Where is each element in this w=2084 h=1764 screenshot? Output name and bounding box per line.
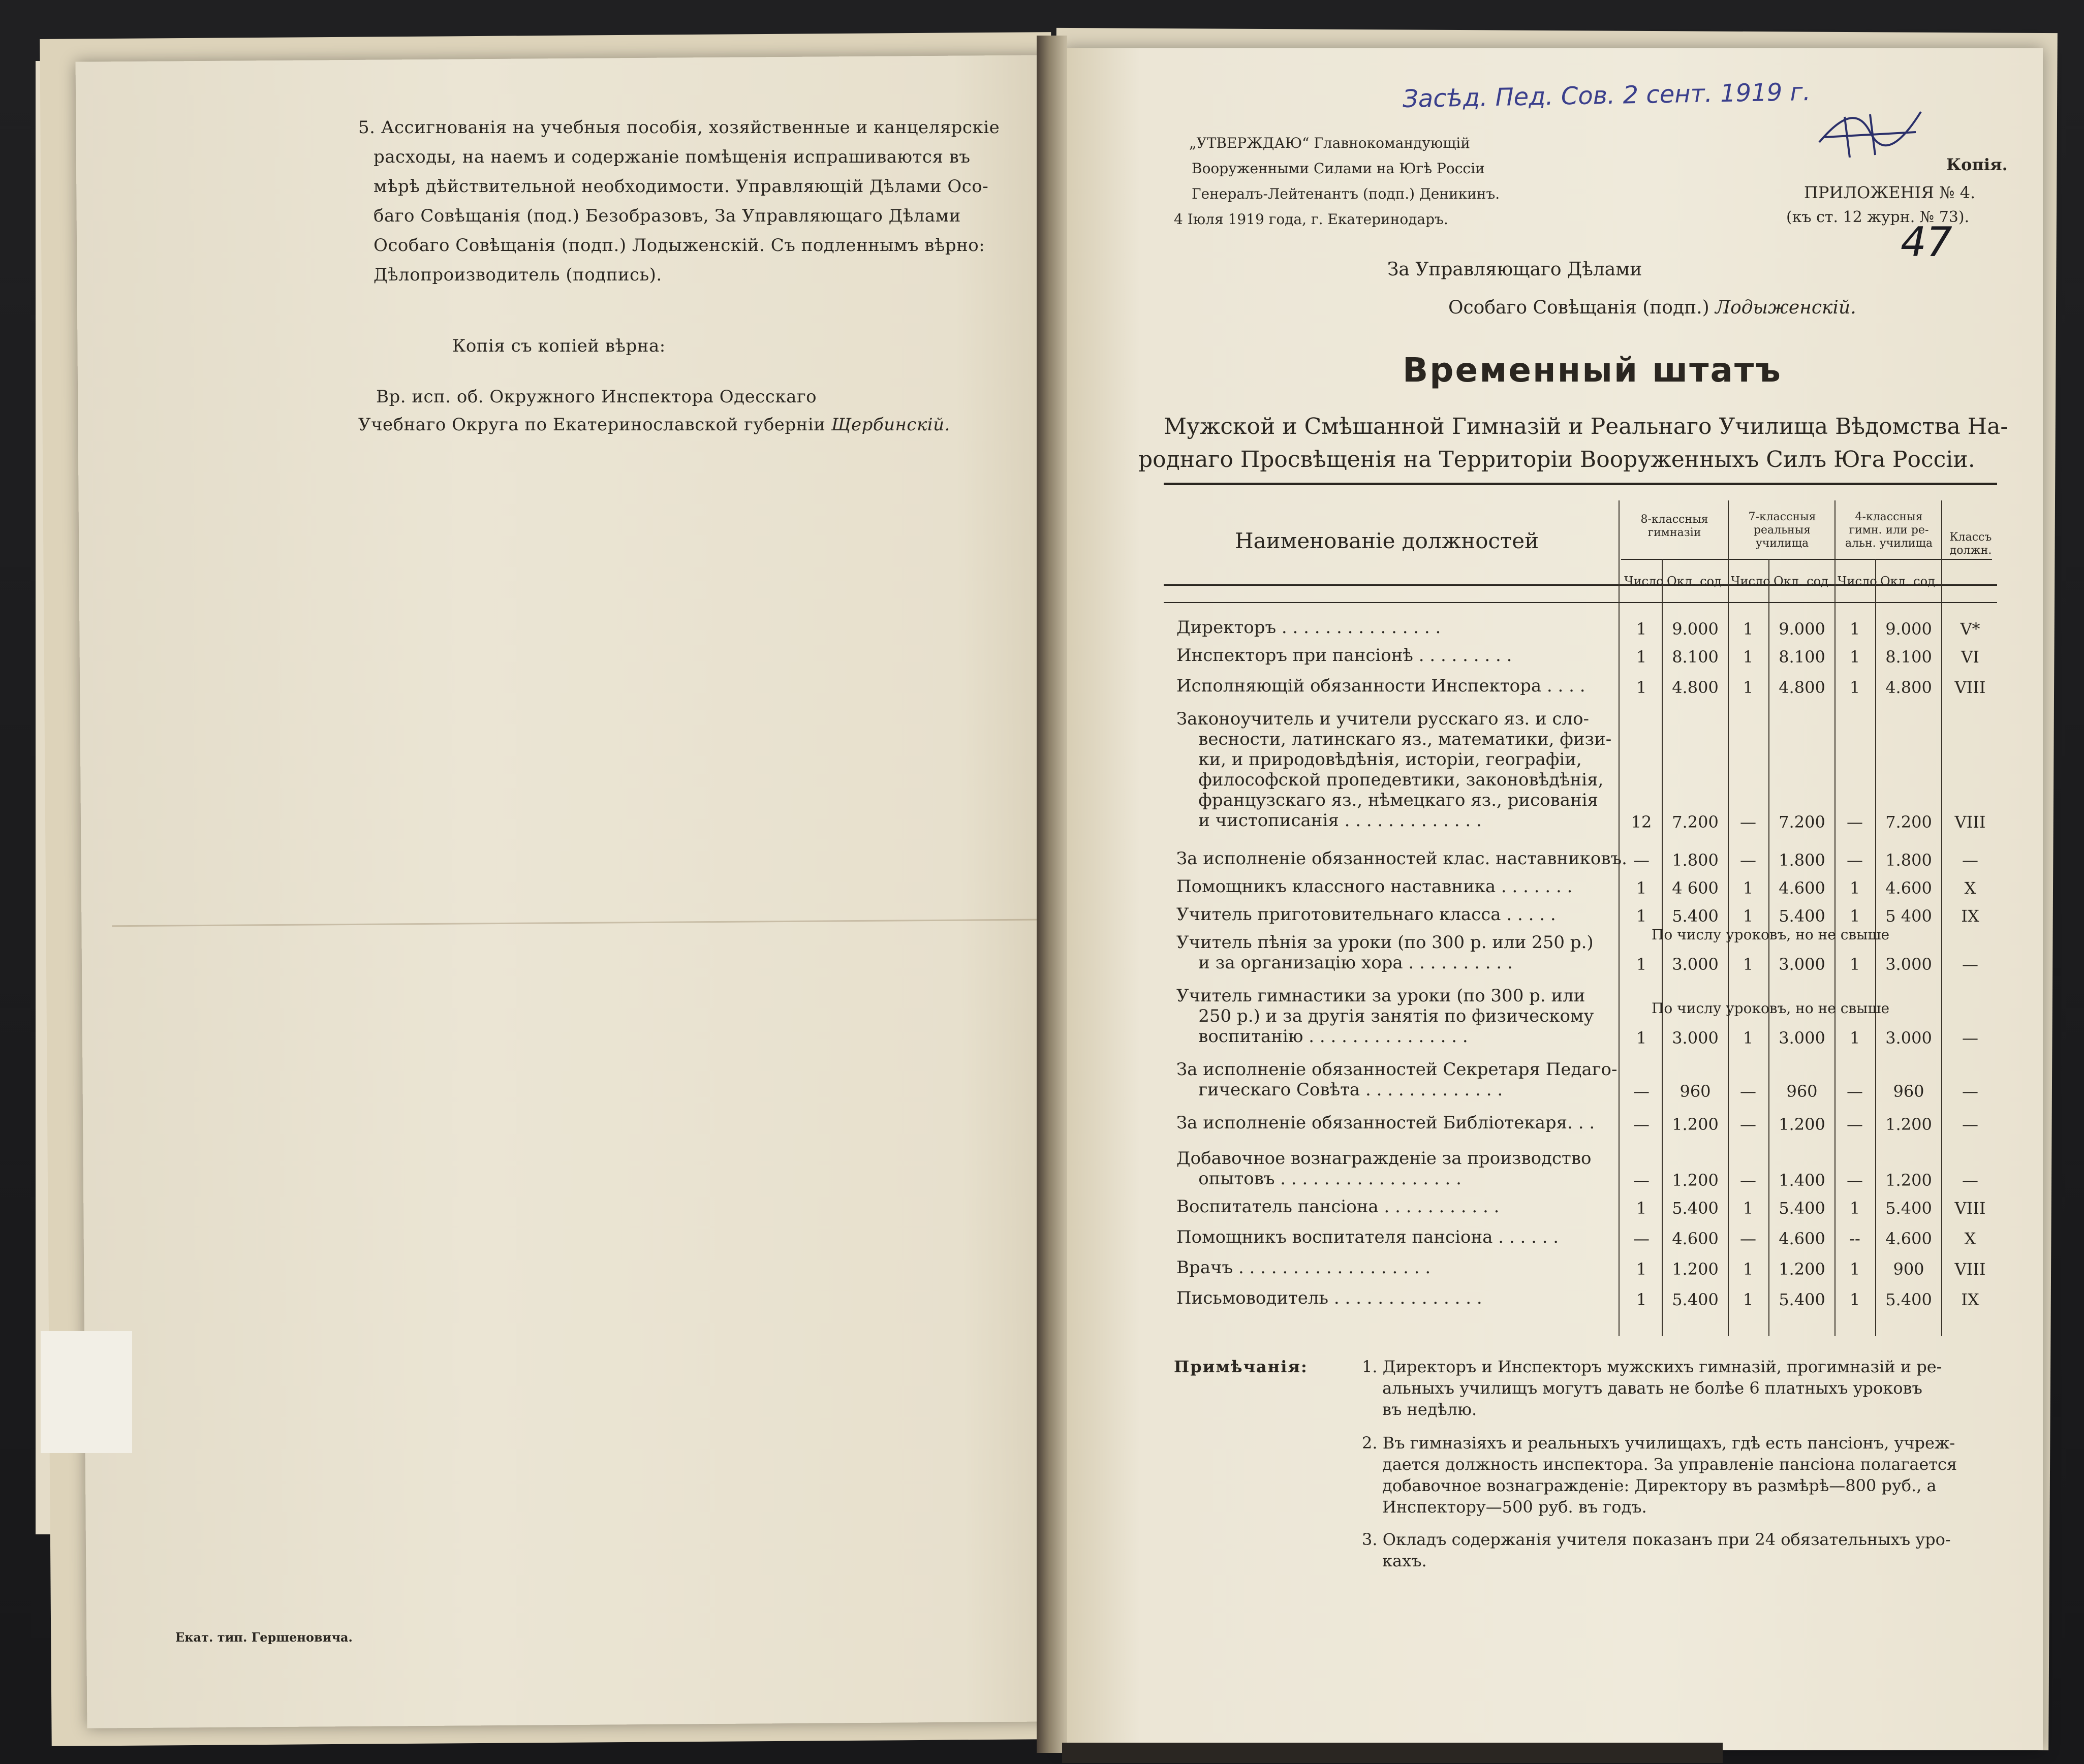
paragraph-line: 5. Ассигнованія на учебныя пособія, хозяйственные и канцелярскіе: [358, 117, 1000, 138]
table-cell: 1: [1743, 619, 1754, 639]
table-cell: 8.100: [1779, 647, 1825, 667]
table-cell: VI: [1961, 647, 1979, 667]
table-cell: 3.000: [1779, 955, 1825, 974]
approval-line: Вооруженными Силами на Югѣ Россіи: [1192, 160, 1485, 177]
table-cell: 960: [1786, 1082, 1818, 1101]
table-cell: V*: [1960, 619, 1980, 639]
vline-2: [1662, 559, 1663, 1336]
table-cell: —: [1847, 850, 1863, 870]
book-gutter: [1037, 36, 1067, 1753]
approval-line: 4 Іюля 1919 года, г. Екатеринодаръ.: [1174, 211, 1448, 228]
subheader-count: Число: [1838, 574, 1877, 588]
row-label: Законоучитель и учители русскаго яз. и сло-: [1176, 709, 1590, 729]
subtitle-line-2: роднаго Просвѣщенія на Территоріи Вооруженныхъ Силъ Юга Россіи.: [1138, 447, 1975, 472]
table-cell: 3.000: [1885, 955, 1932, 974]
table-cell: 5.400: [1779, 906, 1825, 926]
signature-line-2: Учебнаго Округа по Екатеринославской губерніи Щербинскій.: [358, 415, 950, 435]
table-cell: 1.800: [1779, 850, 1825, 870]
table-cell: 5.400: [1779, 1199, 1825, 1218]
row-label: ки, и природовѣдѣнія, исторіи, географіи,: [1176, 749, 1582, 770]
table-cell: 1: [1636, 1290, 1647, 1309]
printer-imprint: Екат. тип. Гершеновича.: [175, 1630, 353, 1645]
table-cell: 7.200: [1885, 812, 1932, 832]
table-cell: 1: [1849, 1259, 1860, 1279]
subheader-salary: Окл. сод.: [1667, 574, 1726, 588]
table-cell: 1.400: [1779, 1171, 1825, 1190]
table-cell: —: [1962, 1115, 1978, 1134]
table-cell: VIII: [1954, 678, 1986, 697]
table-cell: 4.600: [1885, 1229, 1932, 1248]
note-line: Инспектору—500 руб. въ годъ.: [1382, 1497, 1647, 1517]
bottom-shadow: [1062, 1743, 1723, 1763]
appendix-label: ПРИЛОЖЕНІЯ № 4.: [1804, 183, 1976, 202]
table-cell: 5.400: [1672, 1290, 1719, 1309]
table-cell: 9.000: [1885, 619, 1932, 639]
note-line: 2. Въ гимназіяхъ и реальныхъ училищахъ, гдѣ есть пансіонъ, учреж-: [1362, 1433, 1955, 1453]
table-cell: 1: [1849, 647, 1860, 667]
table-cell: 1.200: [1672, 1115, 1719, 1134]
row-label: За исполненіе обязанностей Библіотекаря. . .: [1176, 1113, 1595, 1133]
row-label: весности, латинскаго яз., математики, физи-: [1176, 729, 1612, 749]
table-cell: —: [1740, 1082, 1756, 1101]
table-cell: 5.400: [1885, 1199, 1932, 1218]
row-label: Помощникъ классного наставника . . . . . . .: [1176, 876, 1573, 897]
row-label: и за организацію хора . . . . . . . . . .: [1176, 953, 1513, 973]
row-label: Врачъ . . . . . . . . . . . . . . . . . .: [1176, 1257, 1431, 1278]
handwritten-signature: [1814, 102, 1926, 163]
table-cell: 4.600: [1779, 878, 1825, 898]
table-cell: 4.600: [1885, 878, 1932, 898]
table-cell: 1: [1849, 878, 1860, 898]
row-label: опытовъ . . . . . . . . . . . . . . . . .: [1176, 1169, 1461, 1189]
for-manager-line-1: За Управляющаго Дѣлами: [1387, 259, 1642, 280]
table-cell: 1: [1849, 678, 1860, 697]
note-line: добавочное вознагражденіе: Директору въ размѣрѣ—800 руб., а: [1382, 1476, 1937, 1495]
table-cell: VIII: [1954, 1259, 1986, 1279]
table-cell: —: [1847, 1171, 1863, 1190]
table-header-rule-2: [1164, 602, 1997, 603]
group-gym4: 4-классныя гимн. или ре- альн. училища: [1845, 511, 1933, 550]
table-cell: 4.800: [1885, 678, 1932, 697]
table-cell: 960: [1893, 1082, 1924, 1101]
table-cell: 9.000: [1672, 619, 1719, 639]
table-cell: —: [1847, 1115, 1863, 1134]
table-cell: 4.600: [1672, 1229, 1719, 1248]
row-label: 250 р.) и за другія занятія по физическому: [1176, 1006, 1594, 1026]
table-cell: 3.000: [1672, 1028, 1719, 1048]
table-cell: 1: [1743, 647, 1754, 667]
table-cell: 1: [1743, 955, 1754, 974]
row-label: Добавочное вознагражденіе за производство: [1176, 1148, 1592, 1169]
table-cell: 1.200: [1672, 1171, 1719, 1190]
table-cell: 1.200: [1672, 1259, 1719, 1279]
table-cell: —: [1740, 812, 1756, 832]
table-cell: 7.200: [1779, 812, 1825, 832]
row-label: Учитель пѣнія за уроки (по 300 р. или 250 р.): [1176, 932, 1594, 953]
table-cell: 4.800: [1779, 678, 1825, 697]
for-manager-line-2: Особаго Совѣщанія (подп.) Лодыженскій.: [1448, 297, 1856, 318]
table-cell: 960: [1679, 1082, 1711, 1101]
table-cell: 5.400: [1672, 1199, 1719, 1218]
paragraph-line: расходы, на наемъ и содержаніе помѣщенія испрашиваются въ: [374, 147, 971, 167]
row-label: Исполняющій обязанности Инспектора . . . .: [1176, 676, 1585, 696]
table-cell: 1: [1743, 1290, 1754, 1309]
paragraph-line: Особаго Совѣщанія (подп.) Лодыженскій. Съ подленнымъ вѣрно:: [374, 235, 985, 256]
row-note: По числу уроковъ, но не свыше: [1652, 1000, 1890, 1017]
table-cell: —: [1962, 1082, 1978, 1101]
table-cell: 1: [1636, 647, 1647, 667]
table-cell: 12: [1631, 812, 1652, 832]
note-line: въ недѣлю.: [1382, 1400, 1477, 1419]
signature-name: Щербинскій.: [831, 415, 950, 435]
table-cell: 1: [1636, 1259, 1647, 1279]
table-cell: 1: [1636, 906, 1647, 926]
table-cell: IX: [1961, 1290, 1979, 1309]
left-edge-strip: [41, 1331, 132, 1453]
col-position: Наименованіе должностей: [1235, 528, 1539, 553]
table-cell: VIII: [1954, 1199, 1986, 1218]
note-line: кахъ.: [1382, 1551, 1427, 1570]
approval-line: Генералъ-Лейтенантъ (подп.) Деникинъ.: [1192, 185, 1500, 202]
table-cell: 1.200: [1779, 1115, 1825, 1134]
table-cell: X: [1964, 1229, 1976, 1248]
document-title: Временный штатъ: [1403, 351, 1782, 390]
table-cell: 1: [1849, 1028, 1860, 1048]
table-cell: 4 600: [1672, 878, 1719, 898]
table-cell: 1: [1743, 1259, 1754, 1279]
page-fold: [112, 919, 1042, 927]
table-cell: 5.400: [1672, 906, 1719, 926]
table-cell: 1.200: [1885, 1115, 1932, 1134]
table-top-rule: [1164, 483, 1997, 485]
subtitle-line-1: Мужской и Смѣшанной Гимназій и Реальнаго Училища Вѣдомства На-: [1164, 414, 2008, 439]
table-cell: --: [1849, 1229, 1860, 1248]
row-label: философской пропедевтики, законовѣдѣнія,: [1176, 770, 1604, 790]
table-cell: —: [1962, 850, 1978, 870]
table-cell: 1: [1636, 955, 1647, 974]
paragraph-line: мѣрѣ дѣйствительной необходимости. Управляющій Дѣлами Осо-: [374, 176, 989, 197]
row-label: Учитель гимнастики за уроки (по 300 р. или: [1176, 986, 1585, 1006]
notes-heading: Примѣчанія:: [1174, 1357, 1308, 1376]
table-subheader-rule: [1621, 559, 1992, 560]
table-cell: 1: [1849, 955, 1860, 974]
table-cell: —: [1633, 850, 1650, 870]
table-cell: —: [1633, 1115, 1650, 1134]
paragraph-line: Дѣлопроизводитель (подпись).: [374, 265, 662, 285]
table-cell: —: [1740, 1229, 1756, 1248]
table-cell: 3.000: [1672, 955, 1719, 974]
row-label: французскаго яз., нѣмецкаго яз., рисованія: [1176, 790, 1598, 810]
table-cell: 3.000: [1885, 1028, 1932, 1048]
table-cell: 900: [1893, 1259, 1924, 1279]
for-manager-name: Лодыженскій.: [1715, 297, 1856, 318]
table-cell: 4.600: [1779, 1229, 1825, 1248]
row-note: По числу уроковъ, но не свыше: [1652, 926, 1890, 943]
table-cell: 8.100: [1672, 647, 1719, 667]
row-label: гическаго Совѣта . . . . . . . . . . . . .: [1176, 1080, 1503, 1100]
row-label: Воспитатель пансіона . . . . . . . . . . .: [1176, 1196, 1500, 1217]
table-cell: 4.800: [1672, 678, 1719, 697]
copy-label: Копія.: [1946, 155, 2008, 174]
vline-4: [1768, 559, 1769, 1336]
vline-1: [1619, 500, 1620, 1336]
table-cell: 1.200: [1779, 1259, 1825, 1279]
copy-note: Копія съ копіей вѣрна:: [452, 336, 666, 356]
table-cell: —: [1740, 1171, 1756, 1190]
table-cell: IX: [1961, 906, 1979, 926]
table-cell: 1: [1636, 678, 1647, 697]
paragraph-line: баго Совѣщанія (под.) Безобразовъ, За Управляющаго Дѣлами: [374, 206, 961, 226]
table-cell: 1: [1849, 619, 1860, 639]
table-cell: —: [1740, 1115, 1756, 1134]
table-cell: 1.800: [1672, 850, 1719, 870]
table-cell: 9.000: [1779, 619, 1825, 639]
appendix-ref: (къ ст. 12 журн. № 73).: [1786, 208, 1970, 226]
row-label: За исполненіе обязанностей Секретаря Педаго-: [1176, 1059, 1618, 1080]
table-cell: 5.400: [1779, 1290, 1825, 1309]
table-cell: VIII: [1954, 812, 1986, 832]
table-cell: 1: [1743, 1028, 1754, 1048]
table-cell: 1: [1849, 1199, 1860, 1218]
subheader-salary: Окл. сод.: [1880, 574, 1939, 588]
table-cell: —: [1633, 1229, 1650, 1248]
group-real7: 7-классныя реальныя училища: [1748, 511, 1816, 550]
table-cell: —: [1740, 850, 1756, 870]
approval-line: „УТВЕРЖДАЮ“ Главнокомандующій: [1189, 135, 1470, 151]
table-cell: 1: [1743, 1199, 1754, 1218]
table-cell: X: [1964, 878, 1976, 898]
table-cell: 1: [1636, 1199, 1647, 1218]
row-label: Письмоводитель . . . . . . . . . . . . . .: [1176, 1288, 1482, 1308]
row-label: Инспекторъ при пансіонѣ . . . . . . . . .: [1176, 645, 1512, 666]
note-line: дается должность инспектора. За управленіе пансіона полагается: [1382, 1455, 1957, 1474]
table-cell: 1: [1849, 1290, 1860, 1309]
table-cell: —: [1962, 955, 1978, 974]
note-line: 3. Окладъ содержанія учителя показанъ при 24 обязательныхъ уро-: [1362, 1530, 1951, 1549]
table-cell: 1: [1743, 878, 1754, 898]
note-line: альныхъ училищъ могутъ давать не болѣе 6 платныхъ уроковъ: [1382, 1378, 1922, 1398]
table-cell: —: [1962, 1028, 1978, 1048]
table-cell: 1.800: [1885, 850, 1932, 870]
table-cell: 5 400: [1885, 906, 1932, 926]
subheader-count: Число: [1624, 574, 1664, 588]
col-class: Классъ должн.: [1949, 531, 1992, 557]
row-label: Помощникъ воспитателя пансіона . . . . . .: [1176, 1227, 1559, 1247]
subheader-count: Число: [1731, 574, 1770, 588]
group-gym8: 8-классныя гимназіи: [1640, 513, 1708, 539]
row-label: Директоръ . . . . . . . . . . . . . . .: [1176, 617, 1441, 638]
table-cell: 1: [1636, 619, 1647, 639]
table-cell: —: [1633, 1082, 1650, 1101]
table-cell: 1.200: [1885, 1171, 1932, 1190]
note-line: 1. Директоръ и Инспекторъ мужскихъ гимназій, прогимназій и ре-: [1362, 1357, 1942, 1376]
handwritten-note: Засѣд. Пед. Сов. 2 сент. 1919 г.: [1402, 77, 1811, 114]
table-cell: 1: [1636, 878, 1647, 898]
table-cell: 3.000: [1779, 1028, 1825, 1048]
row-label: воспитанію . . . . . . . . . . . . . . .: [1176, 1026, 1468, 1047]
table-cell: 1: [1743, 678, 1754, 697]
table-cell: 1: [1636, 1028, 1647, 1048]
vline-6: [1875, 559, 1876, 1336]
table-cell: 1: [1849, 906, 1860, 926]
left-page: [76, 55, 1063, 1728]
signature-line-1: Вр. исп. об. Окружного Инспектора Одесскаго: [376, 387, 817, 407]
table-cell: —: [1847, 812, 1863, 832]
table-cell: 5.400: [1885, 1290, 1932, 1309]
row-label: За исполненіе обязанностей клас. наставниковъ.: [1176, 848, 1627, 869]
table-cell: 7.200: [1672, 812, 1719, 832]
subheader-salary: Окл. сод.: [1774, 574, 1832, 588]
row-label: Учитель приготовительнаго класса . . . . .: [1176, 904, 1556, 925]
table-cell: —: [1847, 1082, 1863, 1101]
table-cell: 8.100: [1885, 647, 1932, 667]
table-cell: —: [1962, 1171, 1978, 1190]
row-label: и чистописанія . . . . . . . . . . . . .: [1176, 810, 1482, 831]
table-cell: —: [1633, 1171, 1650, 1190]
table-cell: 1: [1743, 906, 1754, 926]
handwritten-number: 47: [1901, 218, 1952, 266]
